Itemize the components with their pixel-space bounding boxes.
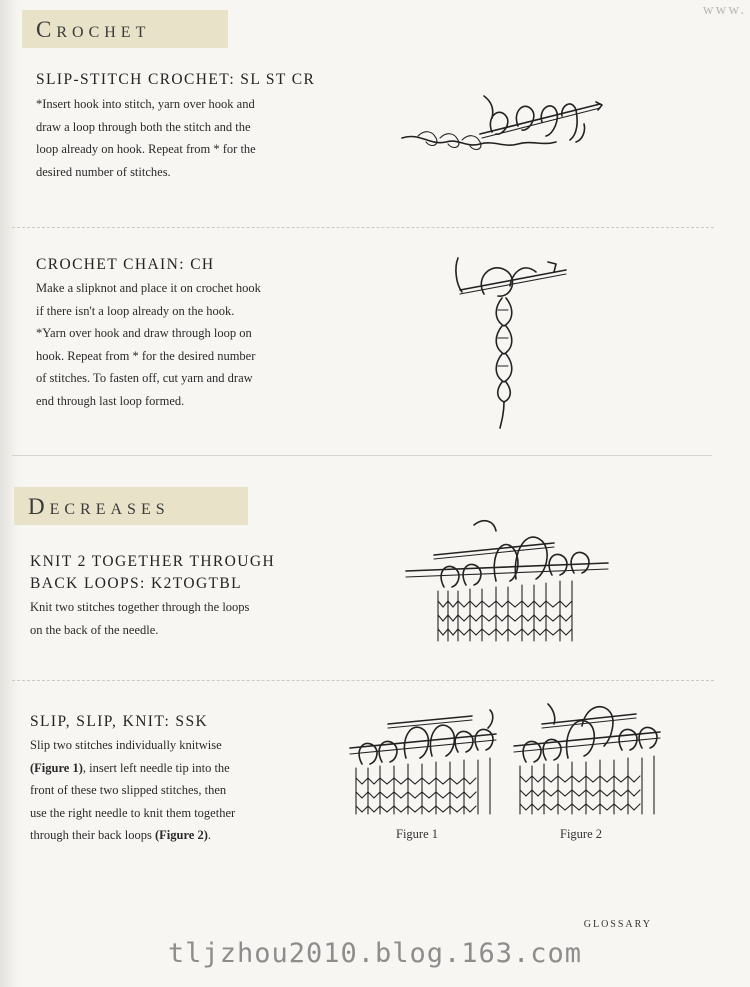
crochet-chain-illustration (444, 250, 574, 430)
ssk-figure-1-illustration (348, 708, 498, 818)
divider (12, 680, 714, 681)
figure-2-caption: Figure 2 (560, 827, 603, 841)
corner-watermark: www. (702, 2, 746, 18)
entry-title-slip-stitch-crochet: SLIP-STITCH CROCHET: SL ST CR (36, 71, 316, 88)
blog-watermark: tljzhou2010.blog.163.com (167, 938, 583, 969)
entry-title-crochet-chain: CROCHET CHAIN: CH (36, 256, 215, 273)
figure-1-reference: (Figure 1) (30, 760, 83, 775)
slip-stitch-crochet-illustration (400, 92, 610, 162)
figure-1-caption: Figure 1 (396, 827, 439, 841)
section-heading-decreases: Decreases (14, 487, 248, 525)
figure-2-reference: (Figure 2) (154, 828, 208, 842)
footer-glossary-label: GLOSSARY (583, 919, 652, 930)
section-divider (12, 455, 712, 456)
entry-body-ssk (30, 734, 350, 847)
entry-body-crochet-chain: Make a slipknot and place it on crochet hook if there isn't a loop already on the hook. *Yarn over hook and draw through loop on hook. Repeat from * for the desired number of stitches. To fasten off, cut yarn and draw end through last loop formed. (36, 281, 261, 408)
ssk-figure-2-illustration (512, 700, 662, 818)
section-heading-crochet: Crochet (22, 10, 228, 48)
entry-body-k2togtbl: Knit two stitches together through the loops on the back of the needle. (30, 600, 250, 637)
k2togtbl-illustration (404, 515, 614, 645)
ssk-text-3: . (207, 828, 211, 842)
entry-title-ssk: SLIP, SLIP, KNIT: SSK (30, 713, 209, 730)
entry-title-k2togtbl-line1: KNIT 2 TOGETHER THROUGH (30, 553, 276, 570)
divider (12, 227, 714, 228)
entry-body-slip-stitch-crochet: *Insert hook into stitch, yarn over hook and draw a loop through both the stitch and the loop already on hook. Repeat from * for the desired number of stitches. (36, 97, 256, 179)
entry-title-k2togtbl-line2: BACK LOOPS: K2TOGTBL (30, 575, 243, 592)
ssk-text-1: Slip two stitches individually knitwise (30, 738, 222, 752)
ssk-text-2: , insert left needle tip into the front of these two slipped stitches, then use the right needle to knit them together through their back loops (30, 760, 236, 842)
